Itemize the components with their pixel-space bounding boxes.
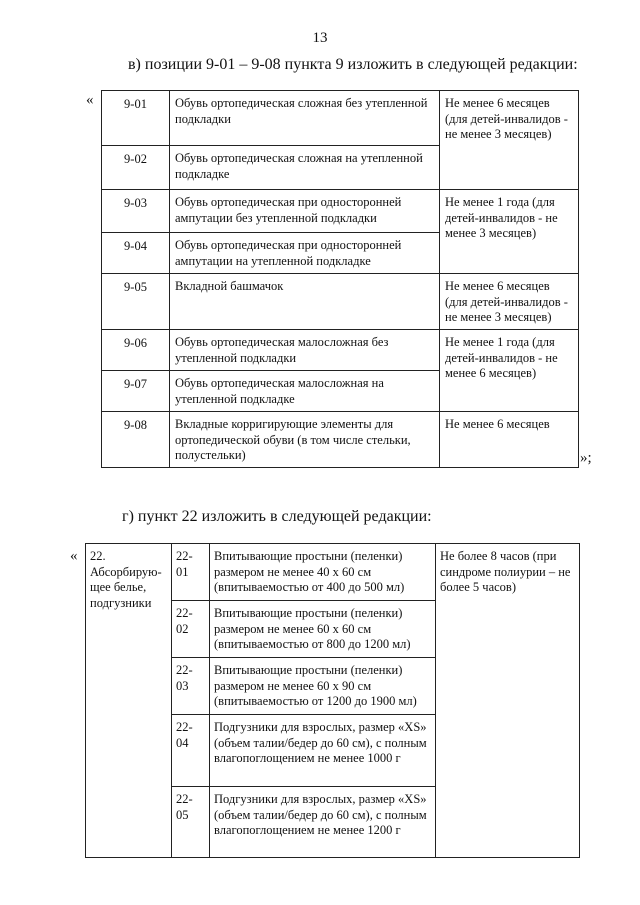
table-row bbox=[102, 190, 579, 233]
table-row bbox=[102, 274, 579, 330]
position-name: Обувь ортопедическая малосложная без утепленной подкладки bbox=[170, 329, 440, 370]
usage-term: Не менее 1 года (для детей-инвалидов - не менее 6 месяцев) bbox=[440, 329, 579, 411]
section-v-open-quote: « bbox=[86, 92, 94, 108]
position-code: 22-01 bbox=[172, 544, 210, 601]
usage-term: Не менее 6 месяцев bbox=[440, 411, 579, 467]
table-row bbox=[102, 329, 579, 370]
usage-term: Не менее 1 года (для детей-инвалидов - не менее 3 месяцев) bbox=[440, 190, 579, 274]
section-v-close-quote: »; bbox=[580, 450, 592, 466]
position-code: 9-05 bbox=[102, 274, 170, 330]
position-code: 9-04 bbox=[102, 233, 170, 274]
table-row bbox=[102, 411, 579, 467]
position-name: Впитывающие простыни (пеленки) размером не менее 60 х 90 см (впитываемостью от 1200 до 1900 мл) bbox=[210, 658, 436, 715]
position-name: Обувь ортопедическая сложная на утепленной подкладке bbox=[170, 146, 440, 190]
position-name: Обувь ортопедическая малосложная на утепленной подкладке bbox=[170, 370, 440, 411]
position-code: 9-01 bbox=[102, 91, 170, 146]
table-row bbox=[102, 91, 579, 146]
page-number: 13 bbox=[312, 30, 328, 46]
section-g-table bbox=[85, 543, 580, 858]
position-code: 22-03 bbox=[172, 658, 210, 715]
position-name: Обувь ортопедическая при односторонней ампутации без утепленной подкладки bbox=[170, 190, 440, 233]
position-name: Обувь ортопедическая сложная без утепленной подкладки bbox=[170, 91, 440, 146]
position-code: 22-02 bbox=[172, 601, 210, 658]
item-title: 22. Абсорбирую-щее белье, подгузники bbox=[86, 544, 172, 858]
section-v-table bbox=[101, 90, 579, 468]
usage-term: Не менее 6 месяцев (для детей-инвалидов - не менее 3 месяцев) bbox=[440, 91, 579, 190]
position-name: Вкладной башмачок bbox=[170, 274, 440, 330]
section-v-heading: в) позиции 9-01 – 9-08 пункта 9 изложить в следующей редакции: bbox=[128, 56, 578, 73]
position-code: 9-06 bbox=[102, 329, 170, 370]
position-name: Вкладные корригирующие элементы для ортопедической обуви (в том числе стельки, полустельки) bbox=[170, 411, 440, 467]
position-name: Впитывающие простыни (пеленки) размером не менее 60 х 60 см (впитываемостью от 800 до 1200 мл) bbox=[210, 601, 436, 658]
position-code: 9-02 bbox=[102, 146, 170, 190]
position-code: 22-05 bbox=[172, 787, 210, 858]
usage-term: Не более 8 часов (при синдроме полиурии – не более 5 часов) bbox=[436, 544, 580, 858]
position-name: Подгузники для взрослых, размер «XS» (объем талии/бедер до 60 см), с полным влагопоглощением не менее 1000 г bbox=[210, 715, 436, 787]
position-code: 9-08 bbox=[102, 411, 170, 467]
table-row bbox=[86, 544, 580, 601]
position-name: Обувь ортопедическая при односторонней ампутации на утепленной подкладке bbox=[170, 233, 440, 274]
position-code: 9-03 bbox=[102, 190, 170, 233]
position-name: Подгузники для взрослых, размер «XS» (объем талии/бедер до 60 см), с полным влагопоглощением не менее 1200 г bbox=[210, 787, 436, 858]
position-name: Впитывающие простыни (пеленки) размером не менее 40 х 60 см (впитываемостью от 400 до 500 мл) bbox=[210, 544, 436, 601]
position-code: 22-04 bbox=[172, 715, 210, 787]
section-g-open-quote: « bbox=[70, 548, 78, 564]
usage-term: Не менее 6 месяцев (для детей-инвалидов - не менее 3 месяцев) bbox=[440, 274, 579, 330]
section-g-heading: г) пункт 22 изложить в следующей редакции: bbox=[122, 508, 432, 525]
position-code: 9-07 bbox=[102, 370, 170, 411]
